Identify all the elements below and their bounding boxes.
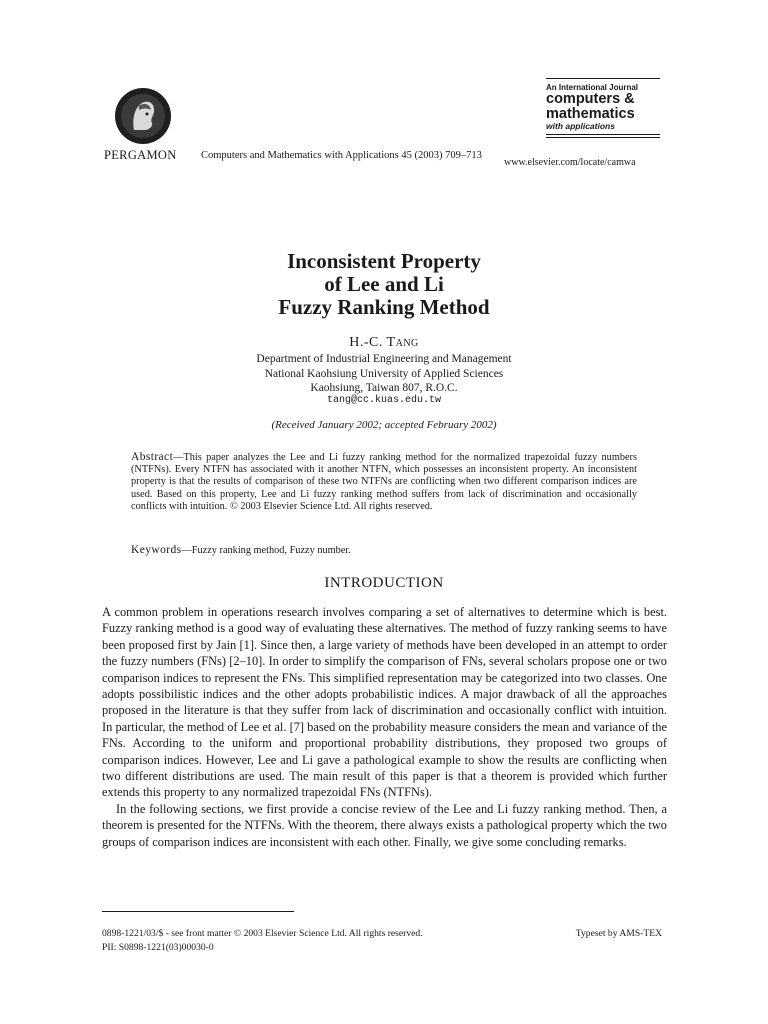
affiliation-line2: National Kaohsiung University of Applied Sciences	[264, 367, 504, 380]
received-dates: (Received January 2002; accepted February 2002)	[271, 419, 497, 431]
journal-citation: Computers and Mathematics with Applications 45 (2003) 709–713	[201, 150, 482, 161]
publisher-logo	[112, 86, 174, 146]
title-line1: Inconsistent Property	[287, 249, 481, 273]
abstract-text: —This paper analyzes the Lee and Li fuzzy ranking method for the normalized trapezoidal fuzzy numbers (NTFNs). Every NTFN has associated with it another NTFN, which possesses an inconsistent property. An inconsistent property is that the results of comparison of these two NTFNs are conflicting when two different comparison indices are used. Based on this property, Lee and Li fuzzy ranking method suffers from lack of discrimination and occasionally conflicts with intuition. © 2003 Elsevier Science Ltd. All rights reserved.	[131, 452, 637, 512]
section-heading: INTRODUCTION	[324, 575, 444, 591]
title-line2: of Lee and Li	[324, 272, 444, 296]
journal-subtitle: An International Journal	[546, 83, 639, 92]
title-line3: Fuzzy Ranking Method	[278, 295, 490, 319]
masthead-rule-bottom-thin	[546, 137, 660, 138]
masthead-rule-bottom	[546, 134, 660, 135]
journal-name-line1: computers &	[546, 91, 635, 107]
author-name-text: H.-C. Tang	[349, 335, 419, 350]
section-body	[102, 604, 667, 850]
paragraph-2: In the following sections, we first provide a concise review of the Lee and Li fuzzy ranking method. Then, a theorem is presented for the NTFNs. With the theorem, there always exists a pathological property which the two groups of comparison indices are inconsistent with each other. Finally, we give some concluding remarks.	[102, 801, 667, 849]
author-affiliation	[0, 352, 768, 396]
footnote-rule	[102, 911, 294, 912]
keywords-label: Keywords	[131, 544, 182, 556]
keywords-text: —Fuzzy ranking method, Fuzzy number.	[181, 545, 351, 556]
footer-copyright-text: 0898-1221/03/$ - see front matter © 2003 Elsevier Science Ltd. All rights reserved.	[102, 928, 423, 939]
abstract-label: Abstract	[131, 451, 174, 463]
abstract	[131, 451, 637, 513]
journal-name-line2: mathematics	[546, 106, 635, 122]
affiliation-line1: Department of Industrial Engineering and Management	[256, 353, 512, 365]
masthead-rule-top	[546, 78, 660, 79]
author-name	[0, 335, 768, 351]
journal-masthead	[546, 78, 660, 138]
paper-title	[0, 250, 768, 319]
author-email[interactable]: tang@cc.kuas.edu.tw	[326, 395, 442, 406]
footer-pii: PII: S0898-1221(03)00030-0	[102, 942, 214, 953]
affiliation-line3: Kaohsiung, Taiwan 807, R.O.C.	[310, 382, 458, 394]
publisher-name: PERGAMON	[104, 148, 177, 162]
footer-copyright	[102, 928, 662, 939]
keywords	[131, 544, 351, 556]
journal-url[interactable]: www.elsevier.com/locate/camwa	[504, 157, 636, 168]
paragraph-1: A common problem in operations research involves comparing a set of alternatives to determine which is best. Fuzzy ranking method is a good way of evaluating these alternatives. The method of fuzzy ranking seems to have been proposed first by Jain [1]. Since then, a large variety of methods have been developed in an attempt to order the fuzzy numbers (FNs) [2–10]. In order to simplify the comparison of FNs, several scholars propose one or two comparison indices to represent the FNs. This simplified representation may be categorized into two classes. One adopts possibilistic indices and the other adopts probabilistic indices. A major drawback of all the approaches proposed in the literature is that they suffer from lack of discrimination and occasionally conflict with intuition. In particular, the method of Lee et al. [7] based on the probability measure considers the mean and variance of the FNs. According to the uniform and proportional probability distributions, they proposed two groups of comparison indices. However, Lee and Li gave a pathological example to show the results are conflicting when two different distributions are used. The main result of this paper is that a theorem is provided which further extends this property to any normalized trapezoidal FNs (NTFNs).	[102, 605, 667, 800]
footer-typeset: Typeset by AMS-TEX	[575, 928, 662, 939]
journal-tagline: with applications	[546, 121, 615, 131]
